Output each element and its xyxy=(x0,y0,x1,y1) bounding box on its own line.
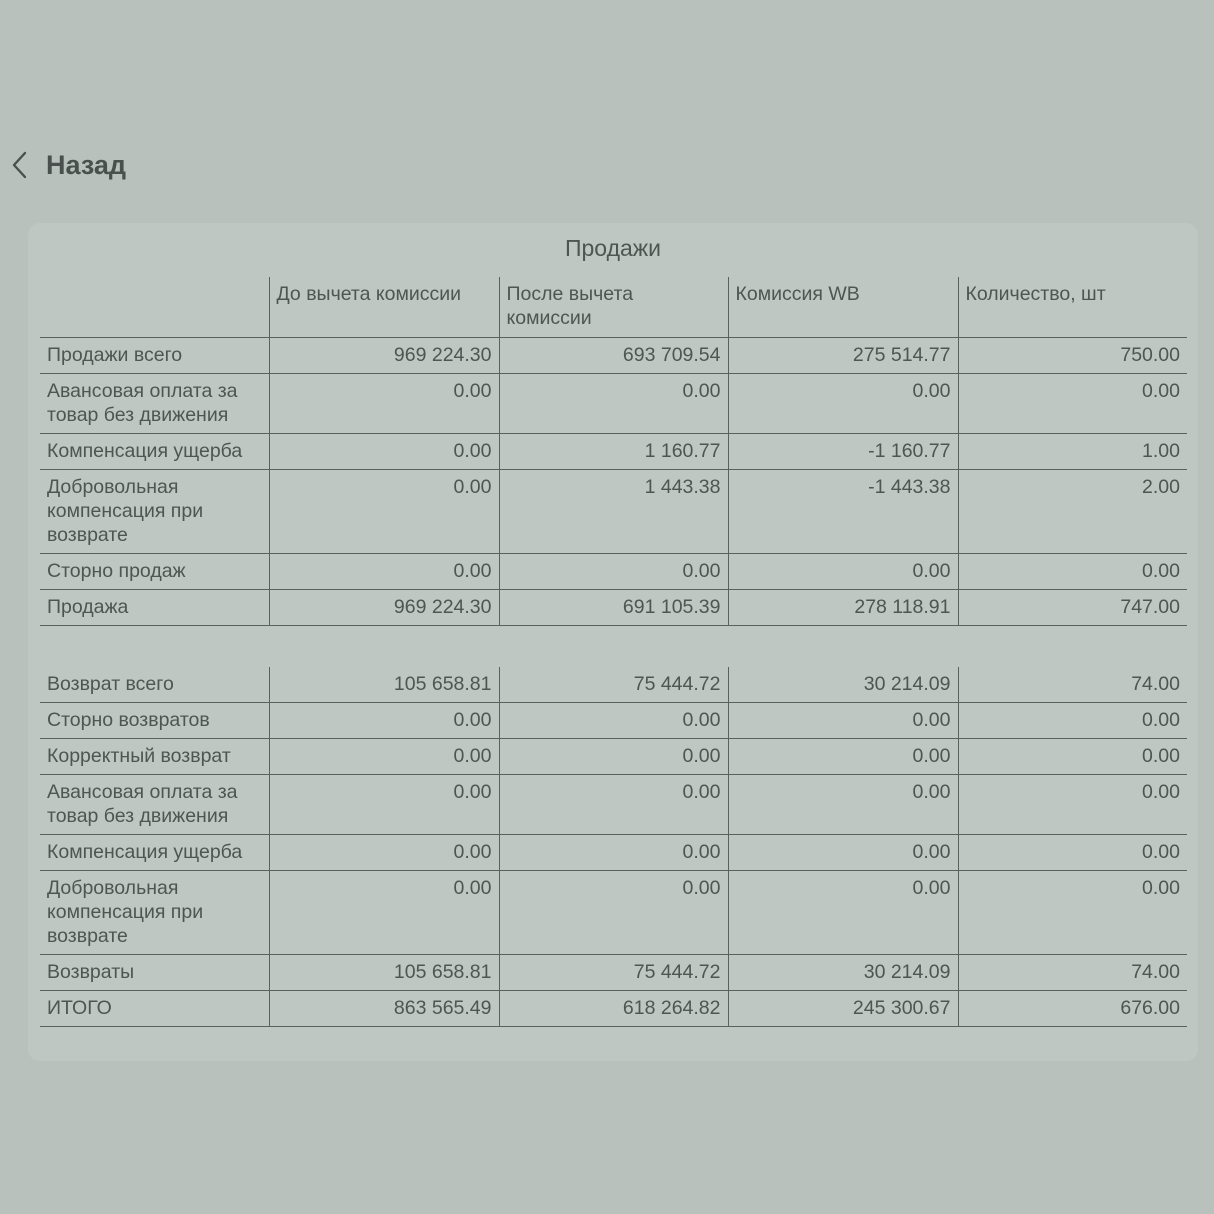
return-rows xyxy=(40,667,1187,1027)
table-cell: 0.00 xyxy=(499,835,728,871)
row-label: Авансовая оплата за товар без движения xyxy=(47,380,238,426)
header-after-commission: После вычета комиссии xyxy=(499,277,728,338)
table-cell: 0.00 xyxy=(269,871,499,955)
table-cell: 1.00 xyxy=(958,434,1187,470)
table-row xyxy=(40,955,1187,991)
table-cell: 969 224.30 xyxy=(269,338,499,374)
table-cell: 0.00 xyxy=(269,775,499,835)
table-row xyxy=(40,554,1187,590)
row-label: Возвраты xyxy=(47,961,135,983)
row-label: ИТОГО xyxy=(47,997,112,1019)
table-cell: 0.00 xyxy=(728,739,958,775)
row-label: Добровольная компенсация при возврате xyxy=(47,877,204,947)
returns-table xyxy=(40,667,1187,1027)
table-row xyxy=(40,775,1187,835)
row-label: Добровольная компенсация при возврате xyxy=(47,476,204,546)
row-label: Компенсация ущерба xyxy=(47,440,243,462)
row-label: Сторно продаж xyxy=(47,560,186,582)
table-cell: 0.00 xyxy=(958,374,1187,434)
table-cell: 0.00 xyxy=(269,835,499,871)
table-row xyxy=(40,871,1187,955)
table-cell: 0.00 xyxy=(958,739,1187,775)
card-title: Продажи xyxy=(564,235,662,261)
row-label: Авансовая оплата за товар без движения xyxy=(47,781,238,827)
table-cell: 618 264.82 xyxy=(499,991,728,1027)
table-cell: 74.00 xyxy=(958,667,1187,703)
row-label: Продажи всего xyxy=(47,344,183,366)
table-cell: 0.00 xyxy=(269,703,499,739)
chevron-left-icon xyxy=(10,150,30,180)
back-label: Назад xyxy=(46,149,127,180)
table-cell: 0.00 xyxy=(958,703,1187,739)
table-cell: 30 214.09 xyxy=(728,667,958,703)
header-empty xyxy=(40,277,269,338)
table-cell: 0.00 xyxy=(499,775,728,835)
table-cell: 245 300.67 xyxy=(728,991,958,1027)
table-cell: -1 160.77 xyxy=(728,434,958,470)
table-cell: 969 224.30 xyxy=(269,590,499,626)
table-cell: 0.00 xyxy=(728,871,958,955)
table-cell: 275 514.77 xyxy=(728,338,958,374)
table-cell: 750.00 xyxy=(958,338,1187,374)
table-cell: 1 443.38 xyxy=(499,470,728,554)
row-label: Компенсация ущерба xyxy=(47,841,243,863)
table-cell: 0.00 xyxy=(499,554,728,590)
table-cell: 278 118.91 xyxy=(728,590,958,626)
table-cell: 0.00 xyxy=(958,554,1187,590)
table-cell: 0.00 xyxy=(499,374,728,434)
table-cell: 0.00 xyxy=(499,739,728,775)
row-label: Возврат всего xyxy=(47,673,174,695)
table-header-row xyxy=(40,277,1187,338)
table-cell: 0.00 xyxy=(269,739,499,775)
table-cell: 0.00 xyxy=(728,374,958,434)
header-commission-wb: Комиссия WB xyxy=(728,277,958,338)
table-row xyxy=(40,590,1187,626)
sales-rows xyxy=(40,338,1187,626)
table-row xyxy=(40,703,1187,739)
table-cell: 676.00 xyxy=(958,991,1187,1027)
table-cell: 0.00 xyxy=(958,871,1187,955)
header-before-commission: До вычета комиссии xyxy=(269,277,499,338)
table-cell: 691 105.39 xyxy=(499,590,728,626)
row-label: Продажа xyxy=(47,596,129,618)
table-cell: 0.00 xyxy=(728,835,958,871)
table-cell: 75 444.72 xyxy=(499,667,728,703)
table-cell: 30 214.09 xyxy=(728,955,958,991)
row-label: Сторно возвратов xyxy=(47,709,210,731)
table-cell: 105 658.81 xyxy=(269,955,499,991)
table-cell: 105 658.81 xyxy=(269,667,499,703)
table-cell: 74.00 xyxy=(958,955,1187,991)
table-cell: 0.00 xyxy=(499,703,728,739)
table-cell: 75 444.72 xyxy=(499,955,728,991)
table-row xyxy=(40,739,1187,775)
table-row xyxy=(40,470,1187,554)
table-cell: 863 565.49 xyxy=(269,991,499,1027)
table-row xyxy=(40,434,1187,470)
table-cell: 0.00 xyxy=(499,871,728,955)
table-row xyxy=(40,991,1187,1027)
table-cell: -1 443.38 xyxy=(728,470,958,554)
table-cell: 2.00 xyxy=(958,470,1187,554)
sales-table xyxy=(40,277,1187,626)
table-cell: 0.00 xyxy=(269,374,499,434)
table-row xyxy=(40,835,1187,871)
table-cell: 747.00 xyxy=(958,590,1187,626)
table-cell: 693 709.54 xyxy=(499,338,728,374)
table-cell: 1 160.77 xyxy=(499,434,728,470)
table-row xyxy=(40,374,1187,434)
table-row xyxy=(40,667,1187,703)
table-cell: 0.00 xyxy=(269,434,499,470)
row-label: Корректный возврат xyxy=(47,745,231,767)
table-row xyxy=(40,338,1187,374)
table-cell: 0.00 xyxy=(958,835,1187,871)
back-button[interactable] xyxy=(10,142,126,188)
table-cell: 0.00 xyxy=(728,703,958,739)
table-cell: 0.00 xyxy=(728,775,958,835)
table-cell: 0.00 xyxy=(269,470,499,554)
table-cell: 0.00 xyxy=(958,775,1187,835)
header-quantity: Количество, шт xyxy=(958,277,1187,338)
table-cell: 0.00 xyxy=(728,554,958,590)
table-cell: 0.00 xyxy=(269,554,499,590)
